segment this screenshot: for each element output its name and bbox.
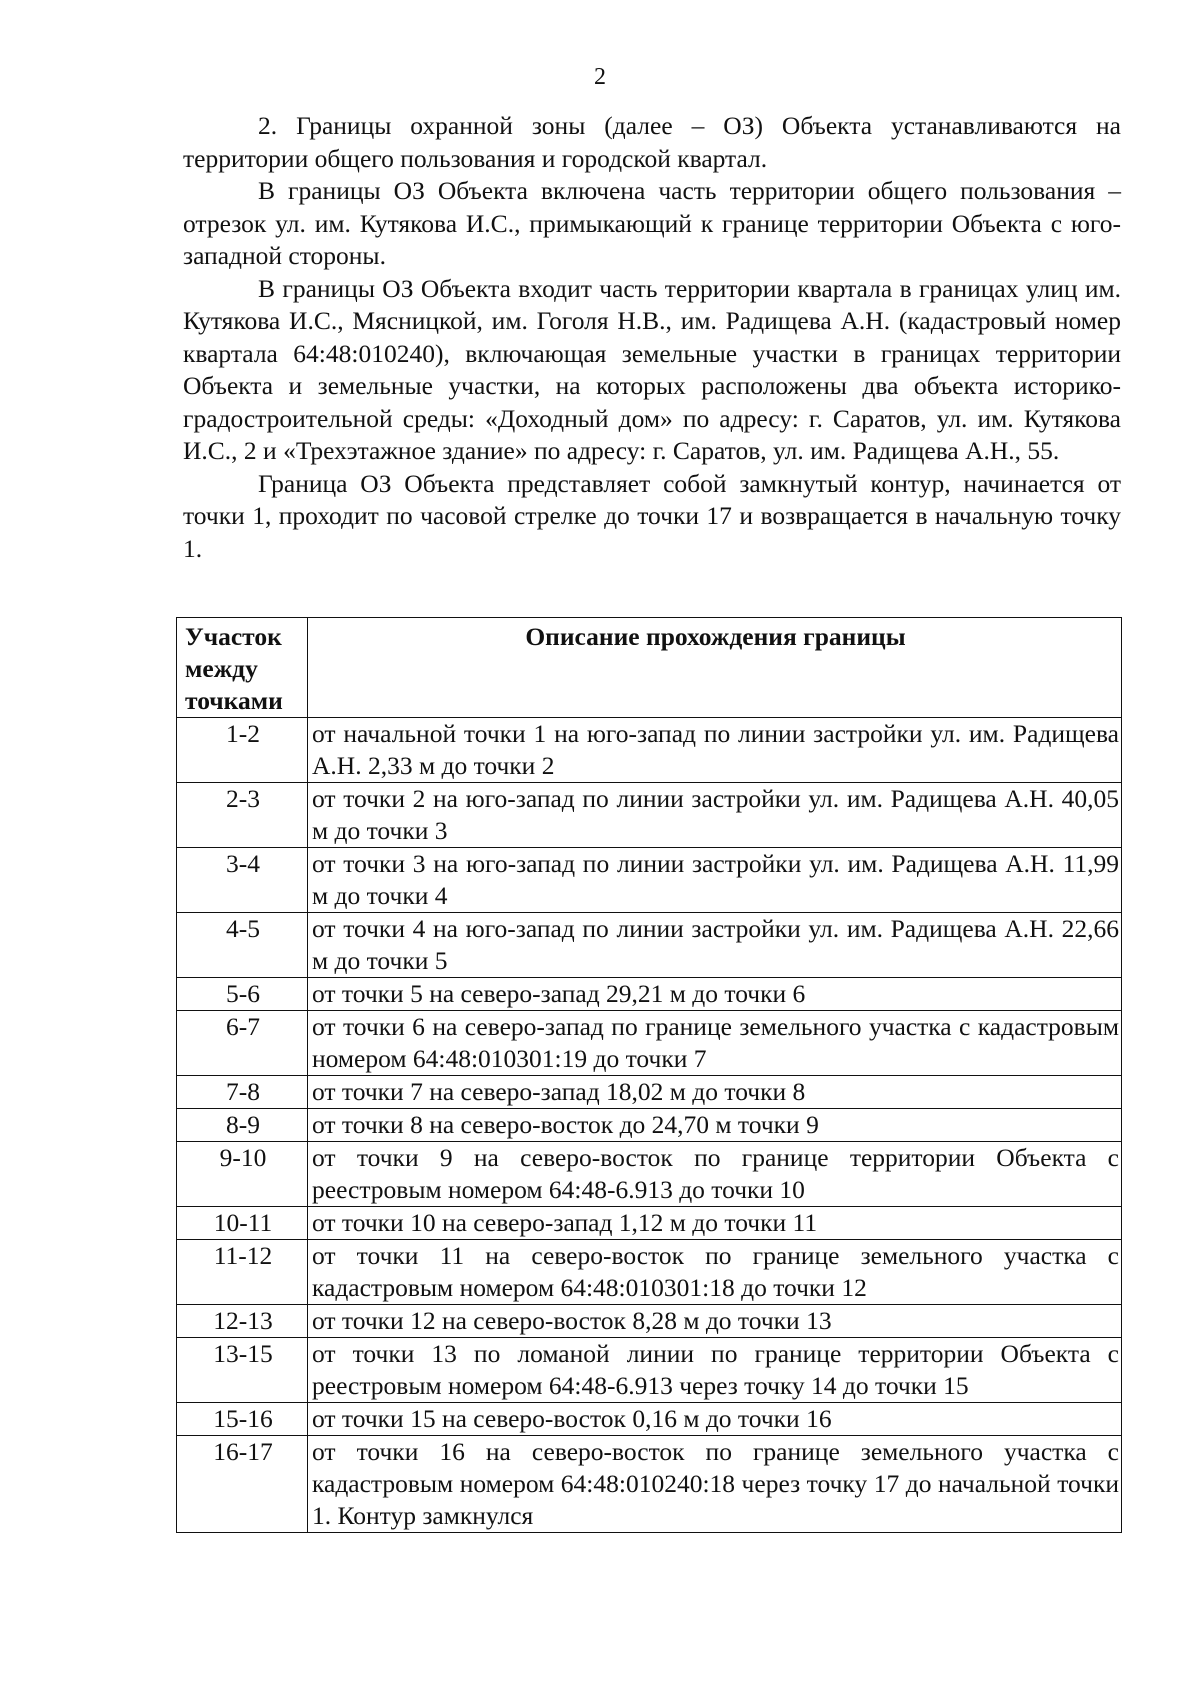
description-cell: от точки 11 на северо-восток по границе земельного участка с кадастровым номером 64:48:010301:18 до точки 12 (308, 1240, 1122, 1305)
paragraph-zone-boundaries: 2. Границы охранной зоны (далее – ОЗ) Объекта устанавливаются на территории общего пользования и городской квартал. (183, 111, 1121, 173)
description-cell: от точки 2 на юго-запад по линии застройки ул. им. Радищева А.Н. 40,05 м до точки 3 (308, 783, 1122, 848)
segment-cell: 15-16 (177, 1403, 308, 1436)
table-header-row (177, 618, 1122, 718)
paragraph-contour: Граница ОЗ Объекта представляет собой замкнутый контур, начинается от точки 1, проходит по часовой стрелке до точки 17 и возвращается в начальную точку 1. (183, 468, 1121, 563)
table-row (177, 1436, 1122, 1533)
table-row (177, 1338, 1122, 1403)
segment-cell: 11-12 (177, 1240, 308, 1305)
page-number: 2 (594, 64, 606, 90)
table-row (177, 1207, 1122, 1240)
boundary-description-table (176, 617, 1122, 1533)
table-row (177, 718, 1122, 783)
description-cell: от начальной точки 1 на юго-запад по линии застройки ул. им. Радищева А.Н. 2,33 м до точки 2 (308, 718, 1122, 783)
table-row (177, 1240, 1122, 1305)
table-row (177, 978, 1122, 1011)
description-cell: от точки 13 по ломаной линии по границе территории Объекта с реестровым номером 64:48-6.913 через точку 14 до точки 15 (308, 1338, 1122, 1403)
segment-cell: 2-3 (177, 783, 308, 848)
table-row (177, 1011, 1122, 1076)
description-cell: от точки 8 на северо-восток до 24,70 м точки 9 (308, 1109, 1122, 1142)
description-cell: от точки 10 на северо-запад 1,12 м до точки 11 (308, 1207, 1122, 1240)
table-row (177, 848, 1122, 913)
description-cell: от точки 3 на юго-запад по линии застройки ул. им. Радищева А.Н. 11,99 м до точки 4 (308, 848, 1122, 913)
segment-cell: 13-15 (177, 1338, 308, 1403)
segment-cell: 8-9 (177, 1109, 308, 1142)
description-cell: от точки 12 на северо-восток 8,28 м до точки 13 (308, 1305, 1122, 1338)
segment-cell: 12-13 (177, 1305, 308, 1338)
segment-cell: 7-8 (177, 1076, 308, 1109)
description-cell: от точки 15 на северо-восток 0,16 м до точки 16 (308, 1403, 1122, 1436)
segment-cell: 5-6 (177, 978, 308, 1011)
document-body (183, 110, 1121, 565)
segment-cell: 16-17 (177, 1436, 308, 1533)
segment-cell: 10-11 (177, 1207, 308, 1240)
description-cell: от точки 7 на северо-запад 18,02 м до точки 8 (308, 1076, 1122, 1109)
segment-column-header: Участок между точками (177, 618, 308, 718)
segment-cell: 3-4 (177, 848, 308, 913)
description-column-header: Описание прохождения границы (308, 618, 1122, 718)
table-row (177, 1142, 1122, 1207)
table-row (177, 783, 1122, 848)
segment-cell: 4-5 (177, 913, 308, 978)
description-cell: от точки 16 на северо-восток по границе земельного участка с кадастровым номером 64:48:010240:18 через точку 17 до начальной точки 1. Контур замкнулся (308, 1436, 1122, 1533)
description-cell: от точки 6 на северо-запад по границе земельного участка с кадастровым номером 64:48:010301:19 до точки 7 (308, 1011, 1122, 1076)
paragraph-public-territory: В границы ОЗ Объекта включена часть территории общего пользования – отрезок ул. им. Кутякова И.С., примыкающий к границе территории Объекта с юго-западной стороны. (183, 176, 1121, 270)
segment-cell: 6-7 (177, 1011, 308, 1076)
table-row (177, 1109, 1122, 1142)
description-cell: от точки 9 на северо-восток по границе территории Объекта с реестровым номером 64:48-6.913 до точки 10 (308, 1142, 1122, 1207)
table-row (177, 1305, 1122, 1338)
table-row (177, 913, 1122, 978)
table-row (177, 1403, 1122, 1436)
description-cell: от точки 5 на северо-запад 29,21 м до точки 6 (308, 978, 1122, 1011)
segment-cell: 1-2 (177, 718, 308, 783)
segment-cell: 9-10 (177, 1142, 308, 1207)
table-row (177, 1076, 1122, 1109)
description-cell: от точки 4 на юго-запад по линии застройки ул. им. Радищева А.Н. 22,66 м до точки 5 (308, 913, 1122, 978)
paragraph-quarter-territory: В границы ОЗ Объекта входит часть территории квартала в границах улиц им. Кутякова И.С., Мясницкой, им. Гоголя Н.В., им. Радищева А.Н. (кадастровый номер квартала 64:48:010240), включающая земельные участки в границах территории Объекта и земельные участки, на которых расположены два объекта историко-градостроительной среды: «Доходный дом» по адресу: г. Саратов, ул. им. Кутякова И.С., 2 и «Трехэтажное здание» по адресу: г. Саратов, ул. им. Радищева А.Н., 55. (183, 273, 1121, 465)
